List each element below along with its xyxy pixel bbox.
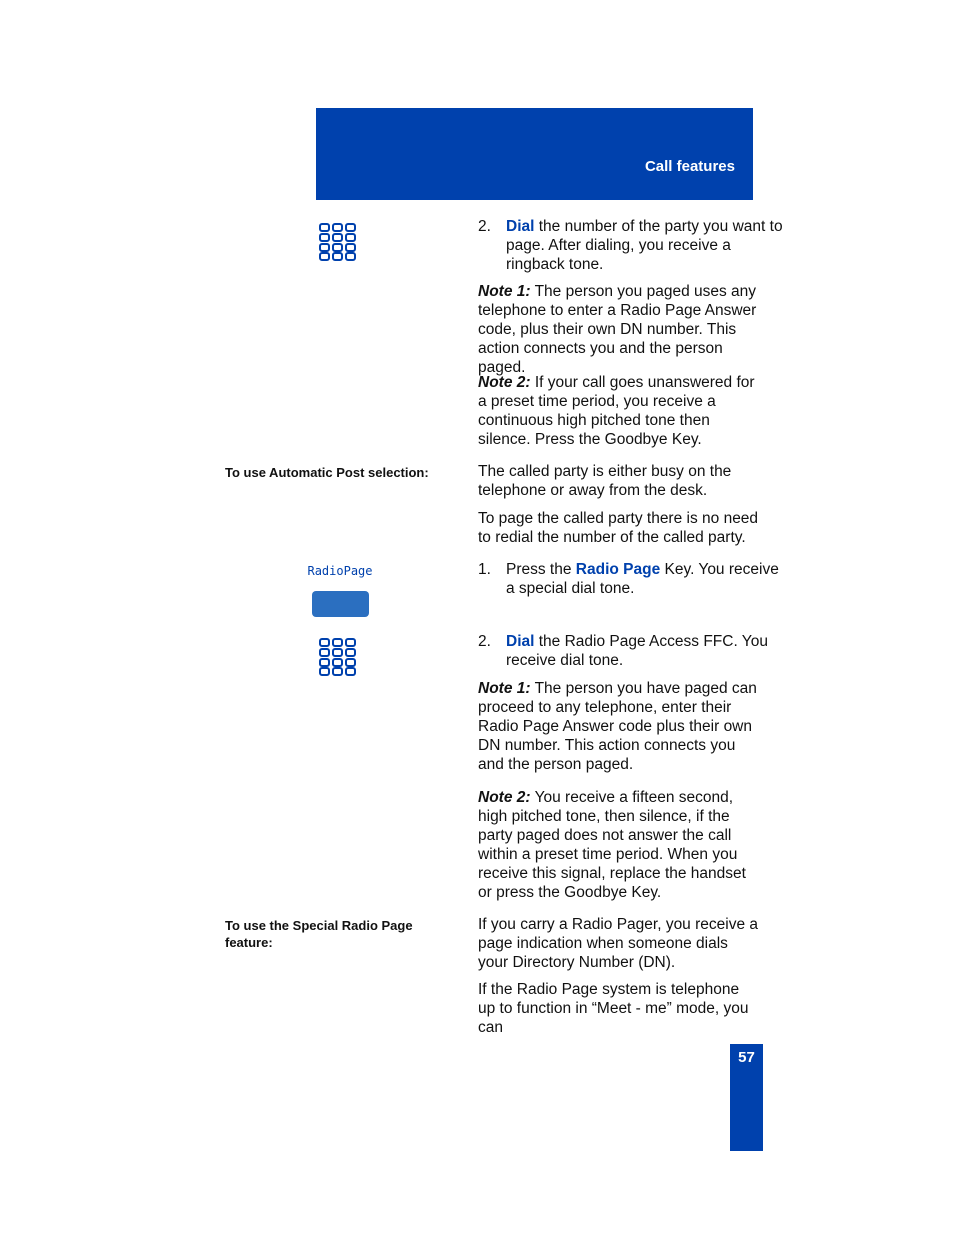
step-dial-access-ffc: [478, 632, 788, 670]
softkey-label: RadioPage: [307, 564, 373, 578]
step-text: Press the: [506, 561, 576, 578]
section-heading-special-radio-page: To use the Special Radio Page feature:: [225, 918, 413, 950]
step-text: the Radio Page Access FFC. You receive dial tone.: [506, 633, 768, 669]
note-label: Note 1:: [478, 283, 531, 300]
page-number-tab: [730, 1044, 763, 1151]
body-paragraph: If you carry a Radio Pager, you receive a page indication when someone dials your Directory Number (DN).: [478, 916, 759, 971]
keypad-icon: [318, 637, 358, 677]
radio-page-softkey[interactable]: [312, 591, 369, 617]
note-label: Note 2:: [478, 789, 531, 806]
note-label: Note 1:: [478, 680, 531, 697]
section-heading-automatic-post: To use Automatic Post selection:: [225, 465, 429, 480]
keyword-radio-page: Radio Page: [575, 561, 661, 578]
step-press-radio-page: [478, 560, 788, 598]
page-section-title: Call features: [644, 158, 735, 175]
note-text: If your call goes unanswered for a preset time period, you receive a continuous high pitched tone then silence. Press the Goodbye Key.: [478, 374, 755, 448]
intro-paragraph: The called party is either busy on the telephone or away from the desk.: [478, 463, 732, 499]
step-dial-party: [478, 217, 788, 274]
note-2: [478, 788, 760, 902]
note-2: [478, 373, 760, 449]
note-1: [478, 679, 760, 774]
keypad-icon: [318, 222, 358, 262]
note-text: The person you have paged can proceed to any telephone, enter their Radio Page Answer code plus their own DN number. This action connects you and the person paged.: [478, 680, 757, 773]
note-1: [478, 282, 760, 377]
step-text: Key. You receive a special dial tone.: [506, 561, 779, 597]
step-text: the number of the party you want to page. After dialing, you receive a ringback tone.: [506, 218, 783, 273]
step-number: 2.: [478, 633, 491, 650]
keyword-dial: Dial: [506, 218, 535, 235]
note-label: Note 2:: [478, 374, 531, 391]
step-number: 1.: [478, 561, 491, 578]
note-text: You receive a fifteen second, high pitched tone, then silence, if the party paged does not answer the call within a preset time period. When you receive this signal, replace the handset or press the Goodbye Key.: [478, 789, 746, 901]
note-text: The person you paged uses any telephone to enter a Radio Page Answer code, plus their own DN number. This action connects you and the person paged.: [478, 283, 757, 376]
keyword-dial: Dial: [506, 633, 535, 650]
header-bar: [316, 108, 753, 200]
body-paragraph: If the Radio Page system is telephone up to function in “Meet - me” mode, you can: [478, 981, 749, 1036]
intro-paragraph: To page the called party there is no need to redial the number of the called party.: [478, 510, 759, 546]
step-number: 2.: [478, 218, 491, 235]
page-number: 57: [738, 1049, 755, 1066]
